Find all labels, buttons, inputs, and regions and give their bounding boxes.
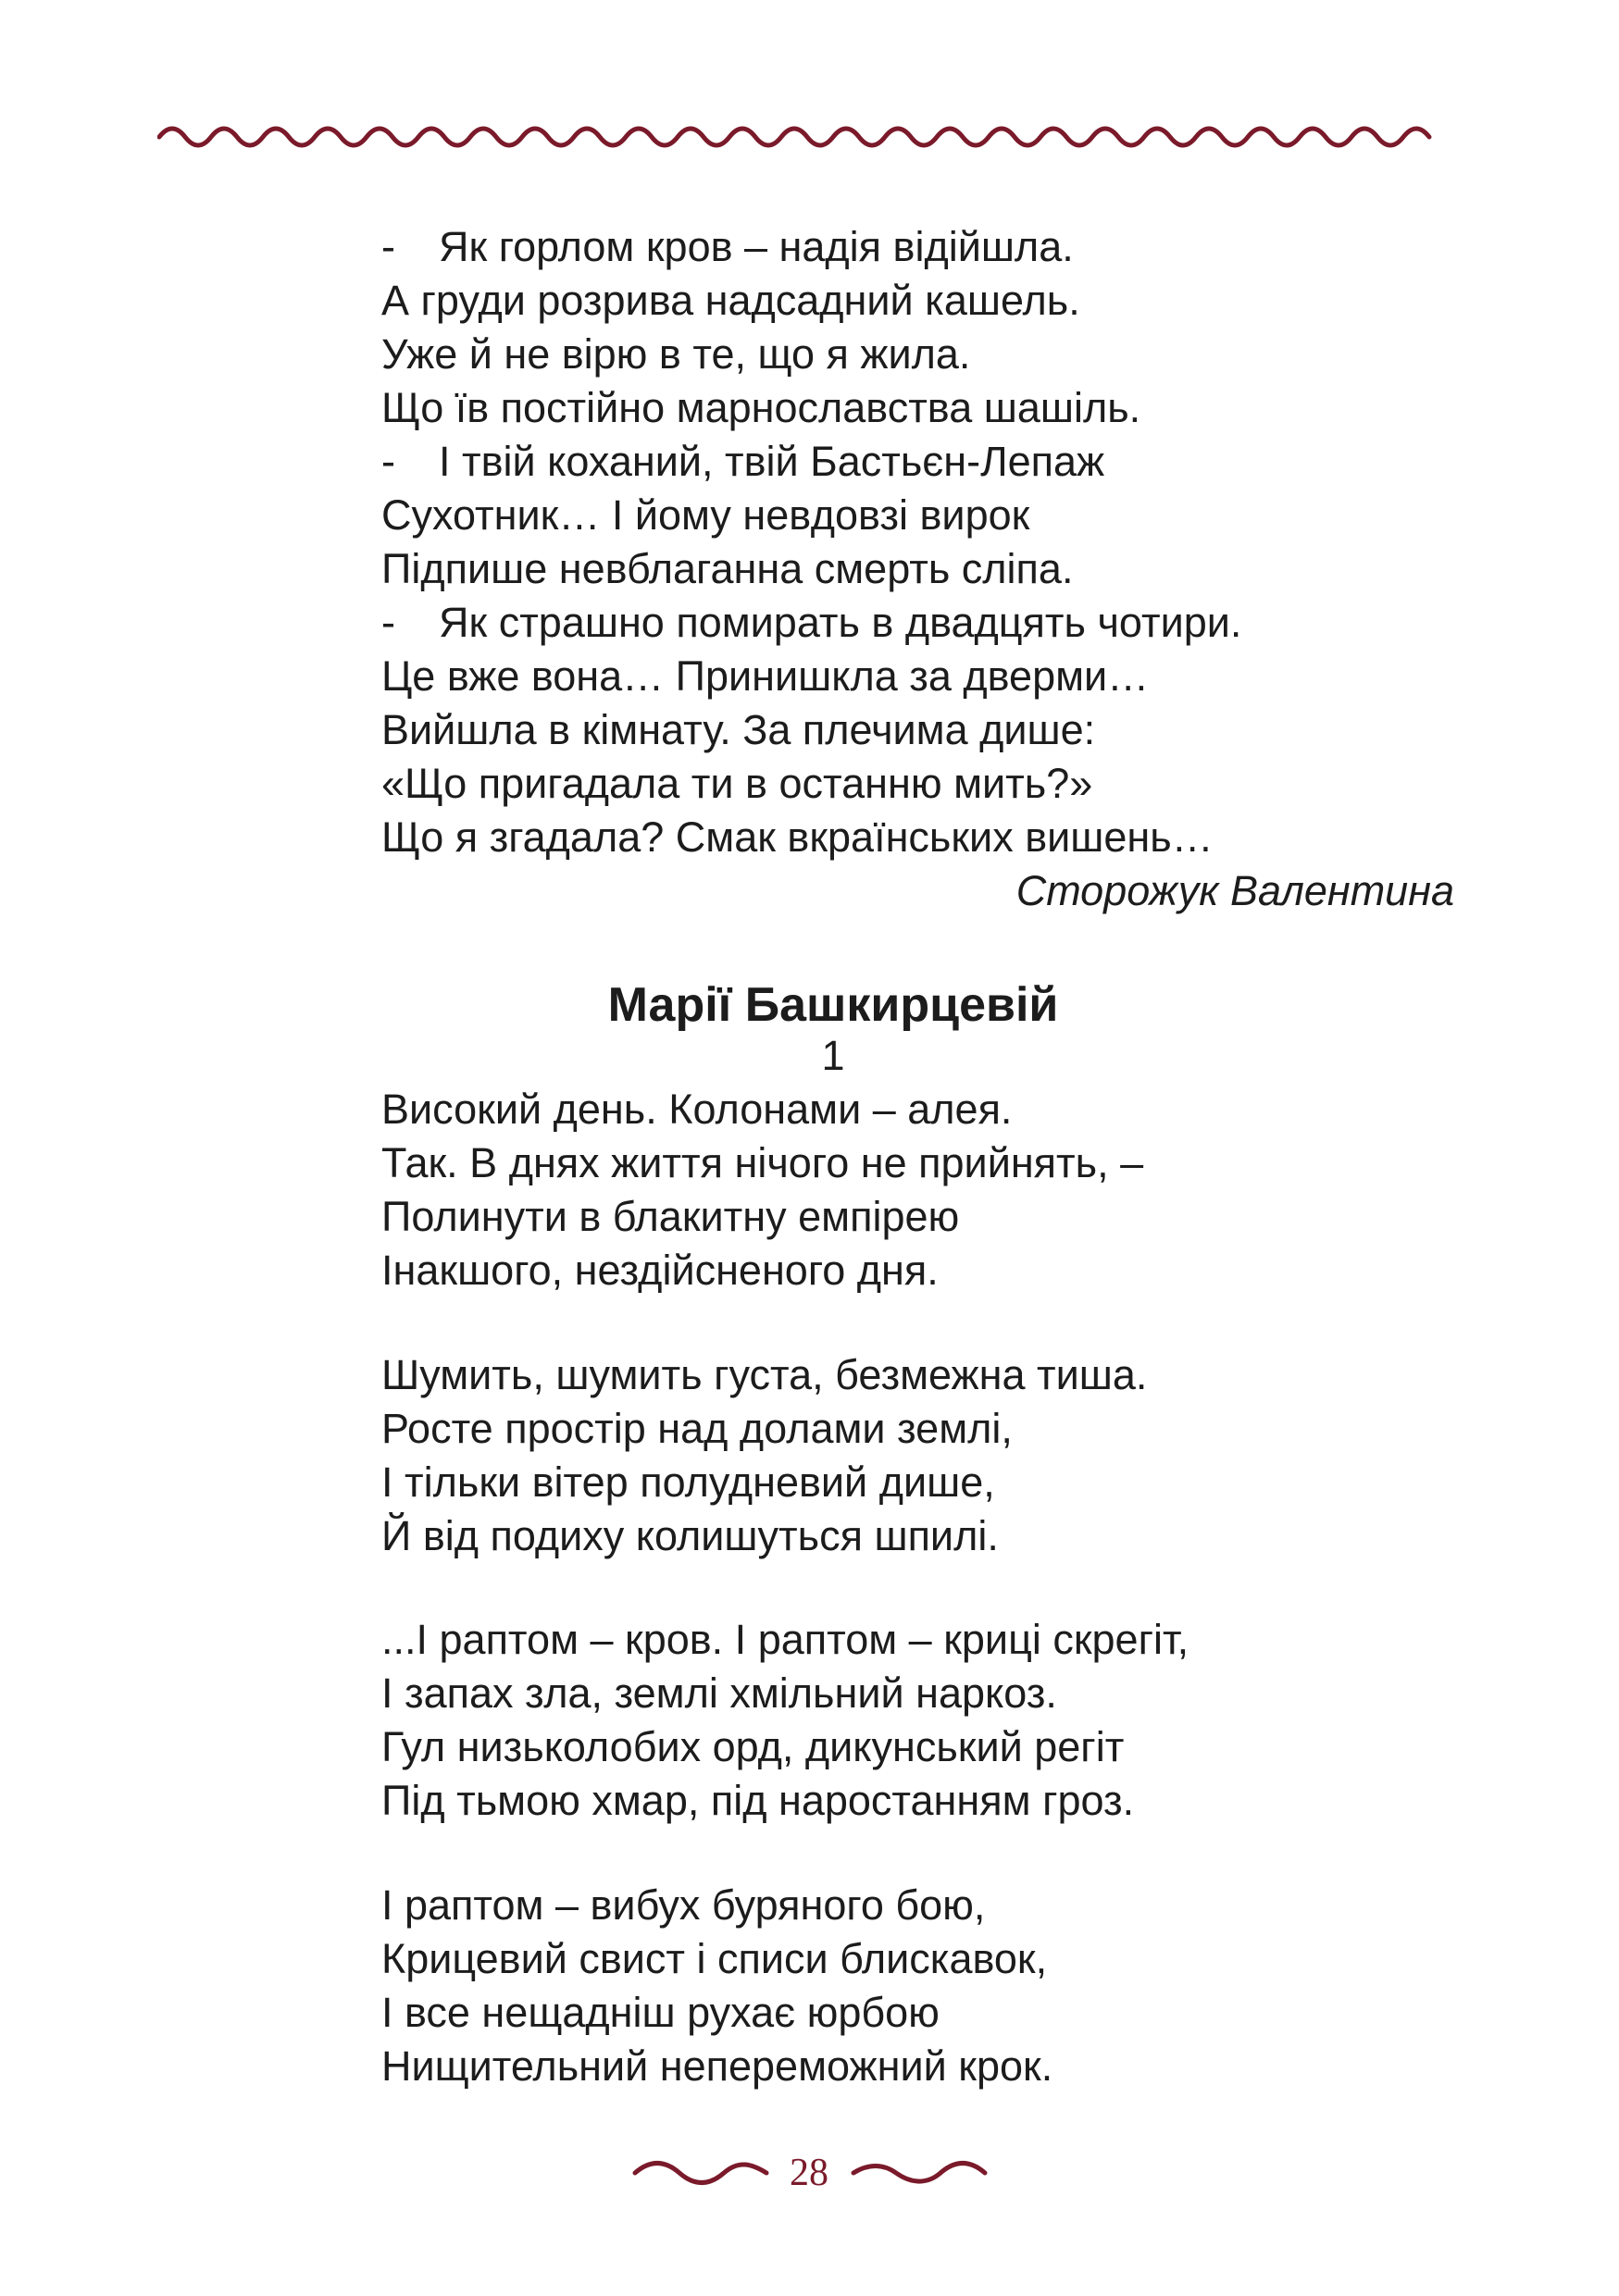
footer-wave-right-ornament <box>850 2145 989 2201</box>
stanza <box>381 1348 1455 1563</box>
verse-line: Уже й не вірю в те, що я жила. <box>381 330 971 378</box>
dash-mark: - <box>381 599 395 646</box>
verse-line: - І твій коханий, твій Бастьєн-Лепаж <box>381 435 1455 489</box>
dash-mark: - <box>381 438 395 485</box>
verse-line: І все нещадніш рухає юрбою <box>381 1989 940 2036</box>
poem-section-number: 1 <box>821 1032 845 1079</box>
verse-line: «Що пригадала ти в останню мить?» <box>381 760 1093 807</box>
verse-line: І запах зла, землі хмільний наркоз. <box>381 1669 1057 1717</box>
verse-line: А груди розрива надсадний кашель. <box>381 277 1080 324</box>
poem-title: Марії Башкирцевій <box>607 978 1059 1032</box>
verse-line: Так. В днях життя нічого не прийнять, – <box>381 1139 1144 1186</box>
verse-line: Сухотник… І йому невдовзі вирок <box>381 491 1030 539</box>
verse-line: І раптом – вибух буряного бою, <box>381 1881 986 1929</box>
page-number: 28 <box>790 2152 828 2194</box>
verse-line: Підпише невблаганна смерть сліпа. <box>381 545 1074 592</box>
verse-line: Шумить, шумить густа, безмежна тиша. <box>381 1351 1148 1398</box>
verse-line: Високий день. Колонами – алея. <box>381 1086 1013 1133</box>
poem-continuation <box>381 220 1455 864</box>
page-footer <box>0 2145 1619 2201</box>
verse-line: Нищительний непереможний крок. <box>381 2042 1053 2090</box>
verse-line: Що їв постійно марнославства шашіль. <box>381 384 1141 431</box>
top-wave-ornament <box>157 118 1453 155</box>
verse-line: Й від подиху колишуться шпилі. <box>381 1512 999 1559</box>
verse-line: Крицевий свист і списи блискавок, <box>381 1935 1048 1982</box>
verse-line: Під тьмою хмар, під наростанням гроз. <box>381 1777 1135 1824</box>
verse-line: - Як горлом кров – надія відійшла. <box>381 220 1455 274</box>
footer-wave-left-ornament <box>631 2145 770 2201</box>
verse-line: Інакшого, нездійсненого дня. <box>381 1247 939 1294</box>
stanza <box>381 1879 1455 2093</box>
verse-line: Гул низьколобих орд, дикунський регіт <box>381 1723 1125 1770</box>
verse-line: Це вже вона… Принишкла за дверми… <box>381 652 1150 700</box>
verse-line: ...І раптом – кров. І раптом – криці скрегіт, <box>381 1616 1189 1663</box>
poem-author: Сторожук Валентина <box>1015 867 1454 914</box>
verse-line: - Як страшно помирать в двадцять чотири. <box>381 596 1455 650</box>
verse-line: І тільки вітер полудневий дише, <box>381 1458 995 1506</box>
verse-line: Полинути в блакитну емпірею <box>381 1193 960 1240</box>
dash-mark: - <box>381 223 395 270</box>
stanza <box>381 1613 1455 1828</box>
stanza <box>381 1083 1455 1297</box>
verse-line: Вийшла в кімнату. За плечима дише: <box>381 706 1096 753</box>
verse-line: Що я згадала? Смак вкраїнських вишень… <box>381 813 1214 861</box>
verse-line: Росте простір над долами землі, <box>381 1405 1013 1452</box>
